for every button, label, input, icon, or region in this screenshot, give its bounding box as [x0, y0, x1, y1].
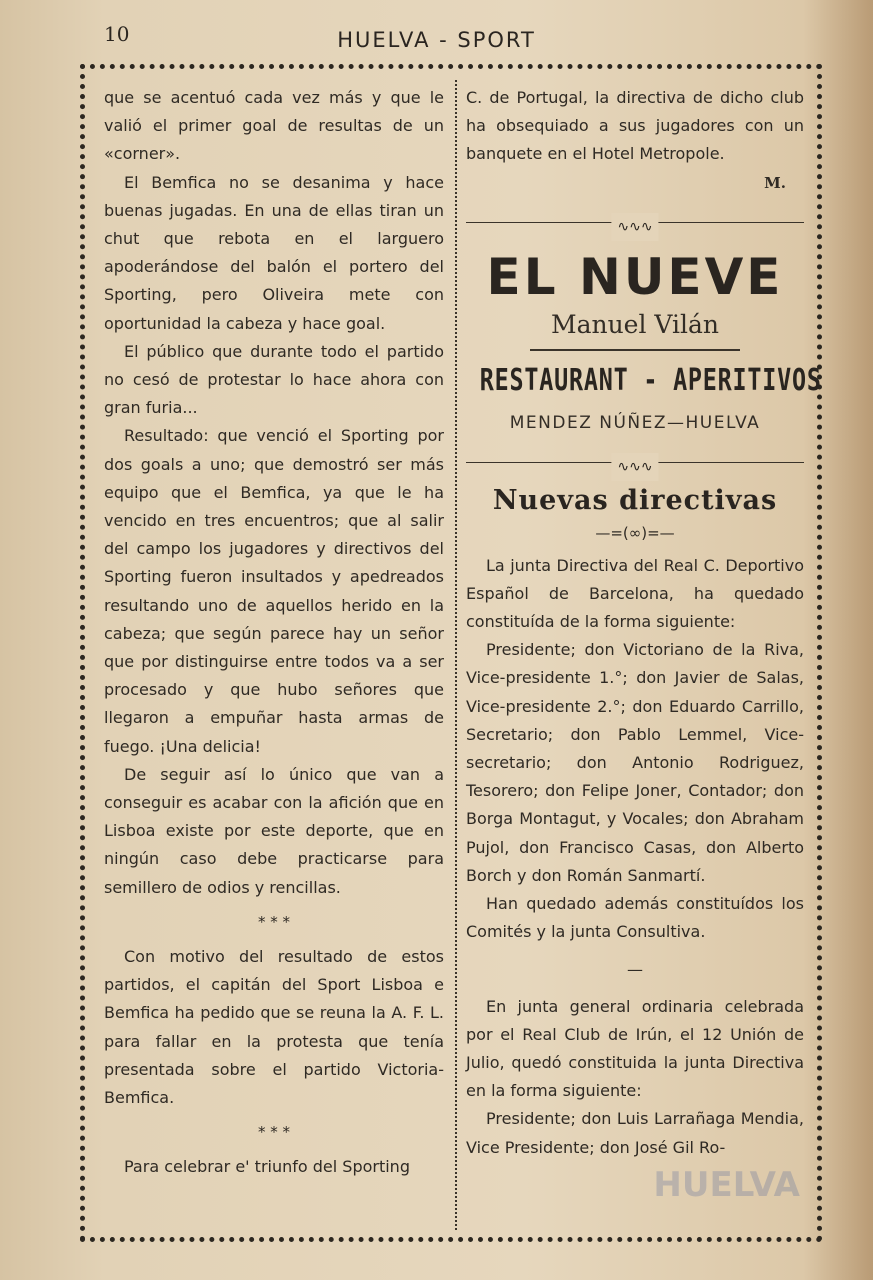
separator: — — [627, 960, 643, 980]
paragraph: Presidente; don Victoriano de la Riva, Vice-presidente 1.°; don Javier de Salas, Vice-presidente 2.°; don Eduardo Carrillo, Secretario; don Pablo Lemmel, Vice-secretario; don Antonio Rodriguez, Tesorero; don Felipe Joner, Contador; don Borga Montagut, y Vocales; don Abraham Pujol, don Francisco Casas, don Alberto Borch y don Román Sanmartí. — [466, 640, 804, 885]
asterism: * * * — [257, 1123, 291, 1142]
section-title: Nuevas directivas — [492, 485, 778, 517]
paragraph: La junta Directiva del Real C. Deportivo Español de Barcelona, ha quedado constituída de la forma siguiente: — [466, 555, 804, 632]
ornamental-rule — [466, 453, 804, 476]
left-column — [104, 84, 444, 1181]
paragraph: que se acentuó cada vez más y que le valió el primer goal de resultas de un «corner». — [104, 88, 444, 164]
paragraph: Resultado: que venció el Sporting por dos goals a uno; que demostró ser más equipo que el Bemfica, ya que le ha vencido en tres encuentros; que al salir del campo los jugadores y directivos del Sporting fueron insultados y apedreados resultando uno de aquellos herido en la cabeza; que según parece hay un señor que por distinguirse entre todos va a ser procesado y que hubo señores que llegaron a empuñar hasta armas de fuego. ¡Una delicia! — [104, 426, 444, 756]
ad-divider — [530, 349, 740, 351]
paragraph: El Bemfica no se desanima y hace buenas jugadas. En una de ellas tiran un chut que rebota en el larguero apoderándose del balón el portero del Sporting, pero Oliveira mete con oportunidad la cabeza y hace goal. — [104, 172, 444, 333]
right-column — [466, 84, 822, 1162]
ornament-icon: ∿∿∿ — [611, 213, 658, 241]
masthead: HUELVA - SPORT — [337, 28, 536, 52]
paragraph: Presidente; don Luis Larrañaga Mendia, Vice Presidente; don José Gil Ro- — [466, 1109, 804, 1157]
paragraph: El público que durante todo el partido no cesó de protestar lo hace ahora con gran furia... — [104, 341, 444, 418]
paragraph: Para celebrar e' triunfo del Sporting — [124, 1157, 410, 1177]
signature: M. — [764, 173, 786, 192]
ornamental-rule — [466, 213, 804, 235]
paragraph: Han quedado además constituídos los Comités y la junta Consultiva. — [466, 894, 804, 942]
ad-business: RESTAURANT - APERITIVOS — [479, 363, 822, 399]
paragraph: En junta general ordinaria celebrada por el Real Club de Irún, el 12 Unión de Julio, quedó constituida la junta Directiva en la forma siguiente: — [466, 996, 804, 1101]
watermark-logo: HUELVA — [653, 1165, 800, 1205]
asterism: * * * — [257, 912, 291, 931]
column-divider — [455, 80, 457, 1230]
ad-owner: Manuel Vilán — [550, 309, 720, 339]
paragraph: De seguir así lo único que van a conseguir es acabar con la afición que en Lisboa existe por este deporte, que en ningún caso debe practicarse para semillero de odios y rencillas. — [104, 764, 444, 897]
paragraph: Con motivo del resultado de estos partidos, el capitán del Sport Lisboa e Bemfica ha pedido que se reuna la A. F. L. para fallar en la protesta que tenía presentada sobre el partido Victoria-Bemfica. — [104, 946, 444, 1107]
page-number: 10 — [104, 22, 130, 46]
paragraph: C. de Portugal, la directiva de dicho club ha obsequiado a sus jugadores con un banquete en el Hotel Metropole. — [466, 88, 804, 164]
ad-address: MENDEZ NÚÑEZ—HUELVA — [509, 413, 761, 434]
ad-title: EL NUEVE — [486, 247, 784, 306]
section-ornament: —=(∞)=— — [595, 524, 675, 543]
ornament-icon: ∿∿∿ — [611, 453, 658, 481]
